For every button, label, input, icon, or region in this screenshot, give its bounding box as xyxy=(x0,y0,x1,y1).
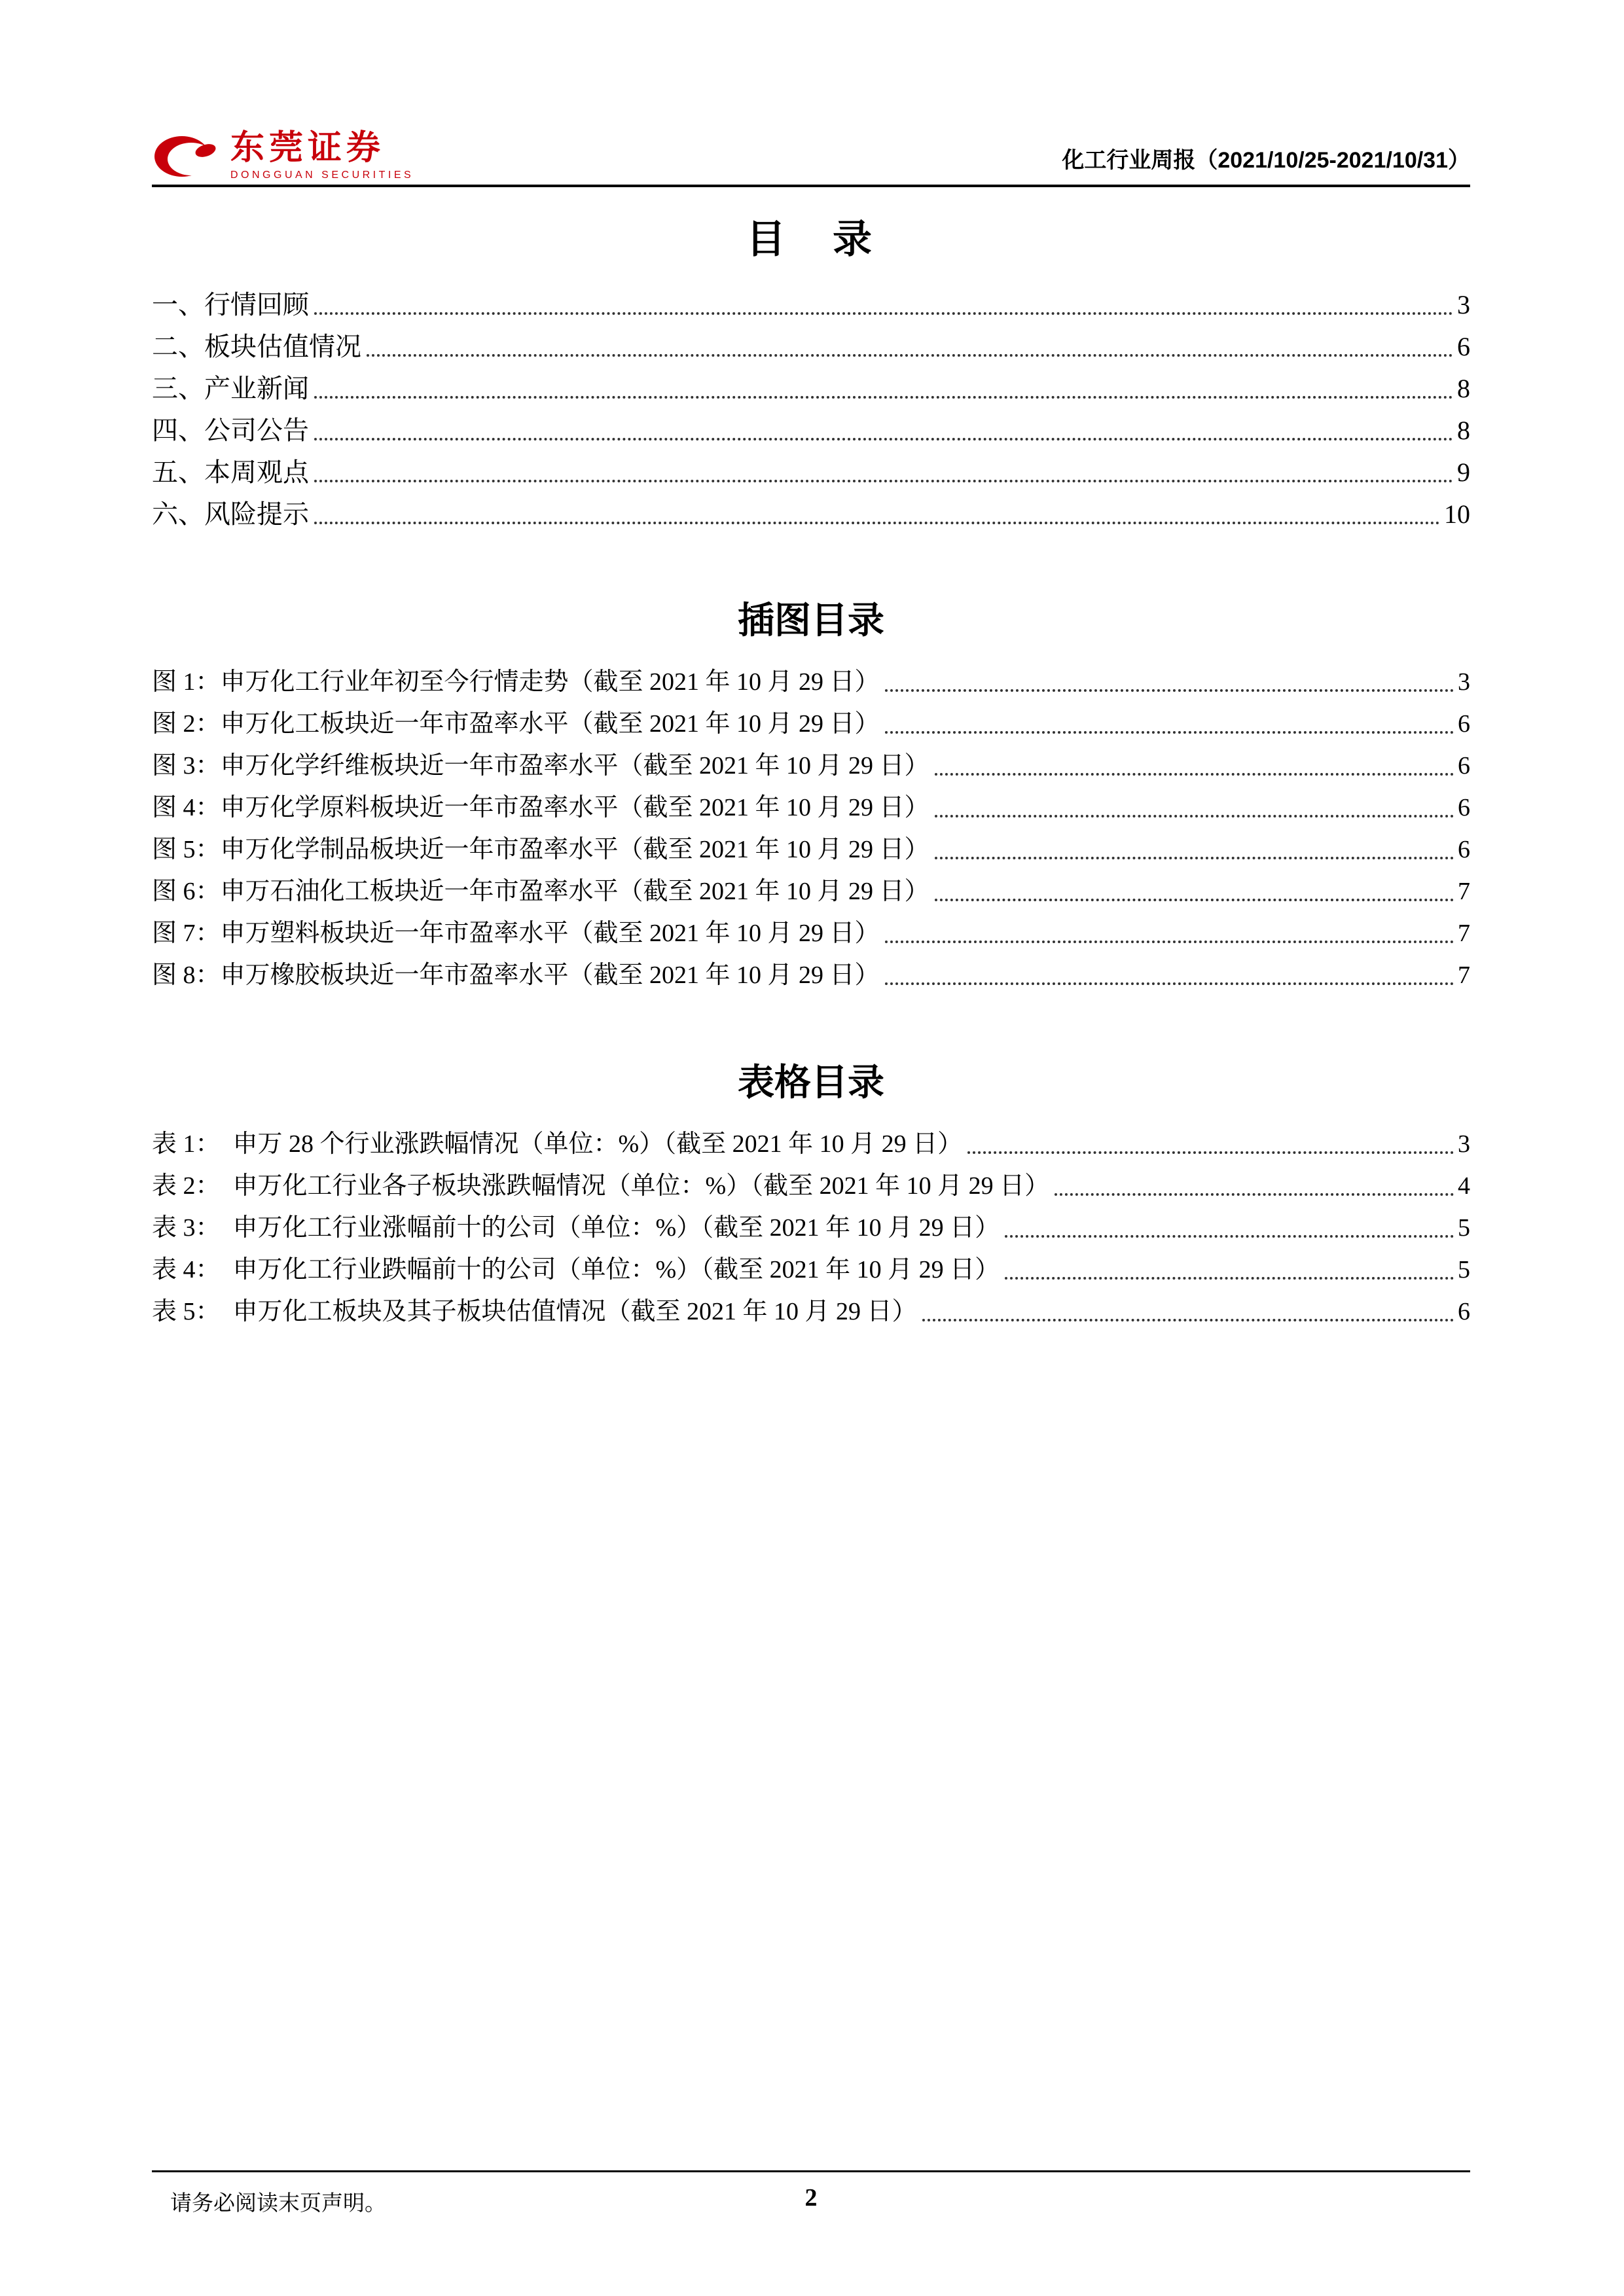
dot-leader xyxy=(314,312,1453,315)
toc-entry-page: 3 xyxy=(1457,290,1470,319)
table-toc-entry[interactable] xyxy=(152,1123,1470,1165)
figures-toc-list xyxy=(152,661,1470,996)
toc-entry[interactable] xyxy=(152,368,1470,410)
toc-entry-page: 8 xyxy=(1457,374,1470,403)
figure-toc-entry[interactable] xyxy=(152,912,1470,954)
report-title: 化工行业周报（2021/10/25-2021/10/31） xyxy=(1062,148,1470,173)
figure-entry-label: 图 6：申万石油化工板块近一年市盈率水平（截至 2021 年 10 月 29 日） xyxy=(152,878,929,905)
toc-title: 目 录 xyxy=(746,217,876,261)
toc-entry-page: 10 xyxy=(1444,499,1470,529)
main-toc-list xyxy=(152,284,1470,535)
header-divider xyxy=(152,185,1470,187)
figure-entry-page: 6 xyxy=(1458,794,1470,821)
dot-leader xyxy=(314,396,1453,399)
toc-entry-label: 一、行情回顾 xyxy=(152,290,309,319)
toc-entry-label: 二、板块估值情况 xyxy=(152,332,361,361)
tables-toc-title: 表格目录 xyxy=(738,1062,884,1103)
dot-leader xyxy=(885,982,1454,985)
figure-entry-label: 图 7：申万塑料板块近一年市盈率水平（截至 2021 年 10 月 29 日） xyxy=(152,920,880,947)
brand-name-cn: 东莞证券 xyxy=(230,130,386,167)
figure-entry-page: 6 xyxy=(1458,836,1470,863)
toc-entry-label: 六、风险提示 xyxy=(152,499,309,529)
dot-leader xyxy=(1055,1193,1454,1196)
dot-leader xyxy=(367,354,1453,357)
figure-entry-page: 6 xyxy=(1458,710,1470,738)
toc-entry-label: 五、本周观点 xyxy=(152,457,309,487)
dot-leader xyxy=(885,941,1454,943)
figure-entry-label: 图 1：申万化工行业年初至今行情走势（截至 2021 年 10 月 29 日） xyxy=(152,668,880,696)
table-entry-label: 表 5： 申万化工板块及其子板块估值情况（截至 2021 年 10 月 29 日） xyxy=(152,1298,917,1325)
swoosh-icon xyxy=(152,134,220,179)
dot-leader xyxy=(314,438,1453,440)
footer-divider xyxy=(152,2170,1470,2172)
dot-leader xyxy=(1005,1277,1454,1280)
figure-toc-entry[interactable] xyxy=(152,745,1470,787)
figure-entry-label: 图 2：申万化工板块近一年市盈率水平（截至 2021 年 10 月 29 日） xyxy=(152,710,880,738)
page-header xyxy=(152,110,1470,185)
tables-toc-list xyxy=(152,1123,1470,1333)
dot-leader xyxy=(922,1319,1454,1321)
table-toc-entry[interactable] xyxy=(152,1291,1470,1333)
figure-entry-page: 3 xyxy=(1458,668,1470,696)
figure-toc-entry[interactable] xyxy=(152,829,1470,870)
toc-entry-page: 8 xyxy=(1457,416,1470,445)
figure-toc-entry[interactable] xyxy=(152,787,1470,829)
figure-entry-page: 6 xyxy=(1458,752,1470,780)
dot-leader xyxy=(935,857,1454,859)
table-entry-page: 6 xyxy=(1458,1298,1470,1325)
brand-text xyxy=(230,132,414,181)
page-footer xyxy=(152,2179,1470,2219)
dot-leader xyxy=(885,689,1454,692)
figure-toc-entry[interactable] xyxy=(152,954,1470,996)
dot-leader xyxy=(935,899,1454,901)
figure-toc-entry[interactable] xyxy=(152,870,1470,912)
figures-toc-title: 插图目录 xyxy=(738,600,884,641)
table-entry-page: 3 xyxy=(1458,1130,1470,1158)
table-entry-label: 表 3： 申万化工行业涨幅前十的公司（单位：%）（截至 2021 年 10 月 29 日） xyxy=(152,1214,1000,1242)
toc-entry[interactable] xyxy=(152,326,1470,368)
table-toc-entry[interactable] xyxy=(152,1207,1470,1249)
table-entry-label: 表 2： 申万化工行业各子板块涨跌幅情况（单位：%）（截至 2021 年 10 月 29 日） xyxy=(152,1172,1050,1200)
toc-content xyxy=(152,194,1470,1333)
figure-entry-page: 7 xyxy=(1458,878,1470,905)
toc-entry-label: 四、公司公告 xyxy=(152,416,309,445)
toc-entry[interactable] xyxy=(152,410,1470,452)
figure-entry-label: 图 3：申万化学纤维板块近一年市盈率水平（截至 2021 年 10 月 29 日） xyxy=(152,752,929,780)
toc-entry[interactable] xyxy=(152,493,1470,535)
dot-leader xyxy=(935,815,1454,817)
table-entry-label: 表 1： 申万 28 个行业涨跌幅情况（单位：%）（截至 2021 年 10 月 29 日） xyxy=(152,1130,963,1158)
figure-entry-page: 7 xyxy=(1458,920,1470,947)
table-entry-label: 表 4： 申万化工行业跌幅前十的公司（单位：%）（截至 2021 年 10 月 29 日） xyxy=(152,1256,1000,1283)
table-entry-page: 5 xyxy=(1458,1256,1470,1283)
dot-leader xyxy=(885,731,1454,734)
dot-leader xyxy=(935,773,1454,776)
table-toc-entry[interactable] xyxy=(152,1165,1470,1207)
figure-toc-entry[interactable] xyxy=(152,703,1470,745)
dot-leader xyxy=(967,1151,1454,1154)
toc-entry[interactable] xyxy=(152,452,1470,493)
brand-logo xyxy=(152,132,414,181)
table-entry-page: 5 xyxy=(1458,1214,1470,1242)
toc-entry-page: 6 xyxy=(1457,332,1470,361)
brand-name-en: DONGGUAN SECURITIES xyxy=(230,170,414,181)
dot-leader xyxy=(314,522,1440,524)
table-entry-page: 4 xyxy=(1458,1172,1470,1200)
table-toc-entry[interactable] xyxy=(152,1249,1470,1291)
toc-entry[interactable] xyxy=(152,284,1470,326)
figure-entry-label: 图 5：申万化学制品板块近一年市盈率水平（截至 2021 年 10 月 29 日） xyxy=(152,836,929,863)
figure-toc-entry[interactable] xyxy=(152,661,1470,703)
toc-entry-label: 三、产业新闻 xyxy=(152,374,309,403)
toc-entry-page: 9 xyxy=(1457,457,1470,487)
dot-leader xyxy=(1005,1235,1454,1238)
figure-entry-label: 图 4：申万化学原料板块近一年市盈率水平（截至 2021 年 10 月 29 日） xyxy=(152,794,929,821)
figure-entry-page: 7 xyxy=(1458,961,1470,989)
figure-entry-label: 图 8：申万橡胶板块近一年市盈率水平（截至 2021 年 10 月 29 日） xyxy=(152,961,880,989)
page-number: 2 xyxy=(804,2184,818,2212)
footer-disclaimer: 请务必阅读末页声明。 xyxy=(170,2191,386,2215)
dot-leader xyxy=(314,480,1453,482)
